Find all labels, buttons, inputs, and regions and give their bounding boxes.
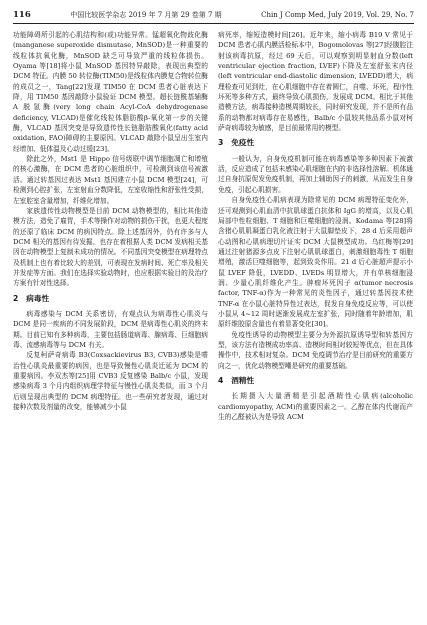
left-column	[13, 30, 208, 422]
section-heading	[218, 138, 413, 148]
journal-name-cn: 中国比较医学杂志 2019 年 7 月第 29 卷第 7 期	[70, 11, 222, 19]
body-paragraph: 自身免疫性心肌病表现为除常见的 DCM 病理特征变化外，还可观测到心肌血清中抗肌球蛋白抗体和 IgG 的增高，以及心肌局部中性粒细胞、T 细胞和巨噬细胞的浸润。Kodama 等[28]将含猪心肌肌凝蛋白乳化液注射于大鼠脚垫皮下，28 d 后采用超声心动图和心肌病理切片证实 DCM 大鼠模型成功。乌红梅等[29]通过注射猪源多点皮下注射心肌肌球蛋白，刺激细胞毒性 T 细胞增殖，激活巨噬细胞等，起到致炎作用。21 d 后心脏超声提示小鼠 LVEF 降低，LVEDD、LVEDs 明显增大，并有单核细胞浸润、少量心肌纤维化产生。肿瘤坏死因子 α(tumor necrosis factor, TNF-α)作为一种常见的炎性因子，通过转基因技术使 TNF-α 在小鼠心脏特异性过表达，促发自身免疫反应等，可以使小鼠从 4~12 周时逐渐发展成左室扩张，同时随着年龄增加，肌原纤维胶原含量也有着显著变化[30]。	[218, 196, 413, 329]
section-title: 病毒性	[26, 293, 50, 303]
body-paragraph: 反复柯萨奇病毒 B3(Coxsackievirus B3, CVB3)感染是嗜治性心肌炎最重要的病因，也是导致慢性心肌炎迁延为 DCM 的重要病因。李双杰等[25]用 CVB3 反复感染 Balb/c 小鼠，发现感染病毒 3 个月内组织病理学特征与慢性心肌炎类似，而 3 个月后则呈现出典型的 DCM 病理特征。也一些研究者发现，通过对接种次数及剂量的改变，能够减少小鼠	[13, 351, 208, 412]
section-number: 4	[218, 376, 224, 385]
page-number: 116	[13, 10, 31, 20]
section-title: 酒精性	[231, 376, 255, 385]
section-heading	[218, 376, 413, 386]
body-paragraph: 长期摄入大量酒精是引起酒精性心肌病(alcoholic cardiomyopathy, ACM)的重要因素之一。乙醇在体内代谢而产生的乙醛被认为是导致 ACM	[218, 392, 413, 422]
section-number: 3	[218, 138, 224, 148]
body-paragraph: 病死率，缩短造模时间[26]。近年来，缩小病毒 B19 V 常见于 DCM 患者心肌内膜活检标本中，Bogomolovas 等[27]经腹腔注射该病毒抗原，经过 69 天后，可以观察到明显射血分数(left ventricular ejection fraction, LVEF)下降及左室舒张末内径(left ventricular end-diastolic dimension, LVEDD)增大，病理检查可见到灶，在心肌细胞中存在着圆仁，自噬、坏死，程序性坏死等多种方式，最终导致心肌损伤，发展成 DCM。相比于其他造模方法，病毒接种造模周期较长，同时研究发现，并不是所有品系的动物都对病毒存在易感性，Balb/c 小鼠较其他品系小鼠对柯萨奇病毒较为敏感，是目前最常用的模型。	[218, 31, 413, 133]
body-paragraph: 功能障碍所引起的心肌结构和(或)功能异常。锰超氧化物歧化酶(manganese superoxide dismutase, MnSOD)是一种重要的线粒体抗氧化酶，MnSOD 缺乏可导致严重的线粒体损伤。Oyama 等[18]将小鼠 MnSOD 基因特异敲除，表现出典型的 DCM 特征。内膜 50 转位酶(TIM50)是线粒体内膜复合物转位酶的成员之一，Tang[22]发现 TIM50 在 DCM 患者心脏表达下降，用 TIM50 基因敲除小鼠验证 DCM 模型。超长链酰基辅酶 A 脱氢酶(very long chain Acyl-CoA dehydrogenase deficiency, VLCAD)是催化线粒体脂肪酸β-氧化第一步的关键酶，VLCAD 基因突变是导致遗传性长链脂肪酸氧化(fatty acid oxidation, FAO)障碍的主要原因。VLCAD 敲除小鼠呈出生室内经增加、低体温及心动过缓[23]。	[13, 31, 208, 153]
body-paragraph: 家族遗传性动物模型是目前 DCM 动物模型的，相比其他造模方法，造免了雇胃，手术等操作对动物的损伤干扰，也更大程度的还原了临床 DCM 的病因特点。除上述基因外，仍有许多与人 DCM 相关的基因有待发掘，也存在着根据人类 DCM 发病相关基因在动物模型上复制未成功的情况。不同基因突变模型在病理特点及机制上也有着比较大的差别，可表现在发病时间、死亡率及相关并发症等方面。我们在选择实验动物时，也应根据实验目的及治疗方案有针对性选择。	[13, 206, 208, 288]
body-paragraph: 免疫性诱导的动物模型主要分为外源抗原诱导型和转基因方型，该方法有造模成功率高、造模时间相对较短等优点，但在具体操作中，技术相对复杂。DCM 免疫调节治疗是目前研究的重要方向之一，优化动物模型嘲是研究的重要基础。	[218, 330, 413, 370]
page-header	[13, 10, 414, 24]
body-paragraph: 一般认为，自身免疫机制可能在病毒感染等多种因素下被激活，反应造成了包括未感染心肌细胞在内的非选择性溶解。机体通过自身抗原促发免疫机制，再加上辅助因子的刺激，从而发生自身免疫，引起心肌损害。	[218, 154, 413, 194]
body-columns	[13, 30, 414, 422]
section-title: 免疫性	[231, 138, 255, 148]
section-heading	[13, 294, 208, 304]
body-paragraph: 病毒感染与 DCM 关系密切，有观点认为病毒性心肌炎与 DCM 是同一疾病的不同发展阶段，DCM 是病毒性心肌炎的终末期。目前已知有多种病毒，主要包括肠道病毒、腺病毒、巨细胞病毒、流感病毒等与 DCM 有关。	[13, 309, 208, 349]
journal-name-en: Chin J Comp Med, July 2019, Vol. 29, No. 7	[261, 11, 414, 19]
body-paragraph: 除此之外，Mst1 是 Hippo 信号级联中调节细胞凋亡和增殖的核心激酶，在 DCM 患者的心脏组织中，可检测到该信号被激活。通过转基因过表达 Mst1 基因建立小鼠 DCM 模型[24]，可检测到心腔扩张，左室射血分数降低，左室收缩性和舒张性受损，左室腔室含量增加，纤维化增加。	[13, 155, 208, 205]
section-number: 2	[13, 293, 19, 303]
right-column	[218, 30, 413, 422]
